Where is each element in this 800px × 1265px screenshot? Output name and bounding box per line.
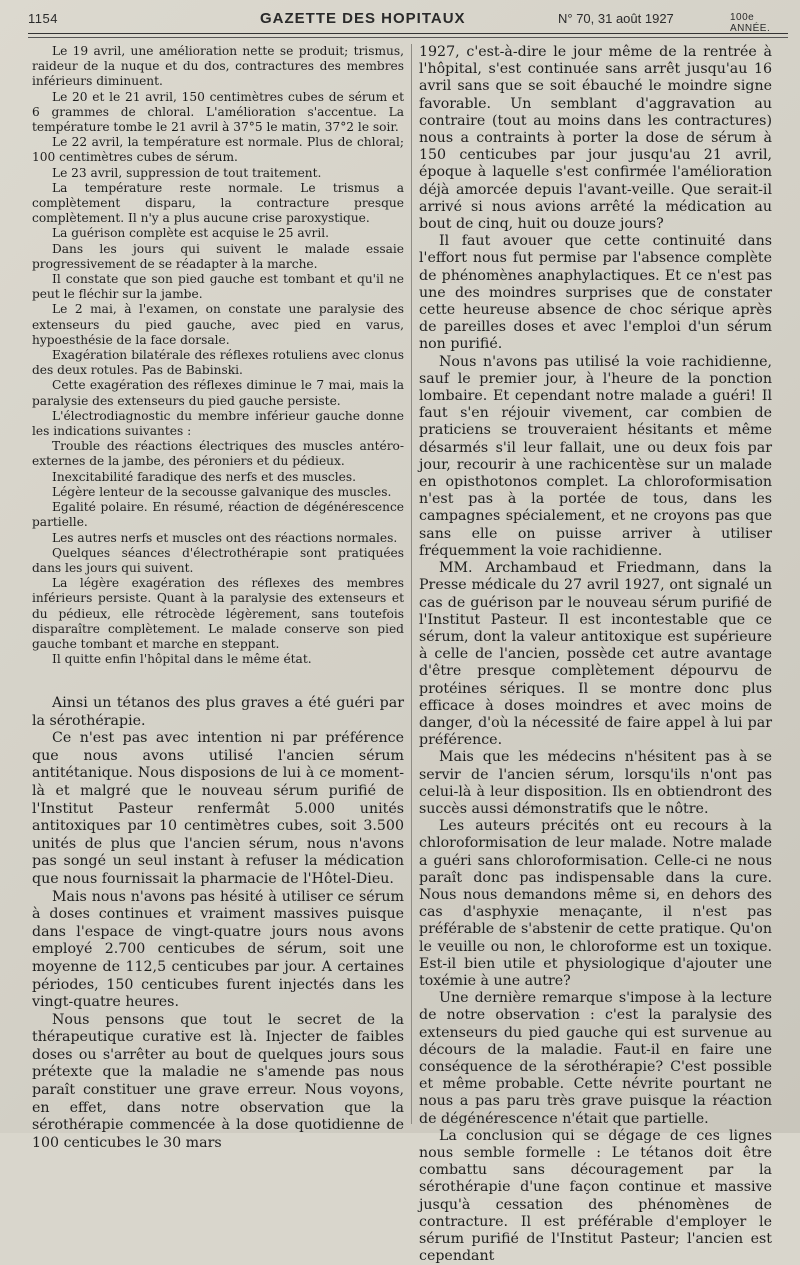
case-paragraph: Quelques séances d'électrothérapie sont pratiquées dans les jours qui suivent. [32, 545, 404, 575]
case-paragraph: Le 23 avril, suppression de tout traitement. [52, 165, 322, 180]
running-header [28, 10, 780, 34]
case-paragraph: Le 2 mai, à l'examen, on constate une paralysie des extenseurs du pied gauche, avec pied en varus, hypoesthésie de la face dorsale. [32, 302, 404, 347]
case-paragraph: Dans les jours qui suivent le malade essaie progressivement de se réadapter à la marche. [32, 241, 404, 271]
case-paragraph: Il constate que son pied gauche est tombant et qu'il ne peut le fléchir sur la jambe. [32, 272, 404, 302]
case-paragraph: Trouble des réactions électriques des muscles antéro-externes de la jambe, des péroniers et du pédieux. [32, 439, 404, 469]
discussion-paragraph: Une dernière remarque s'impose à la lecture de notre observation : c'est la paralysie des extenseurs du pied gauche qui est survenue au décours de la maladie. Faut-il en faire une conséquence de la sérothérapie? C'est possible et même probable. Cette névrite pourtant ne nous a pas paru très grave puisque la réaction de dégénérescence n'était que partielle. [419, 990, 772, 1127]
discussion-paragraph: Nous pensons que tout le secret de la thérapeutique curative est là. Injecter de faibles doses ou s'arrêter au bout de quelques jours sous prétexte que la maladie ne s'amende pas nous paraît constituer une grave erreur. Nous voyons, en effet, dans notre observation que la sérothérapie commencée à la dose quotidienne de 100 centicubes le 30 mars [32, 1011, 404, 1151]
discussion-paragraph: Ce n'est pas avec intention ni par préférence que nous avons utilisé l'ancien sérum antitétanique. Nous disposions de lui à ce moment-là et malgré que le nouveau sérum purifié de l'Institut Pasteur renfermât 5.000 unités antitoxiques par 10 centimètres cubes, soit 3.500 unités de plus que l'ancien sérum, nous n'avons pas songé un seul instant à refuser la médication que nous fournissait la pharmacie de l'Hôtel-Dieu. [32, 730, 404, 887]
case-paragraph: L'électrodiagnostic du membre inférieur gauche donne les indications suivantes : [32, 408, 404, 439]
case-paragraph: Exagération bilatérale des réflexes rotuliens avec clonus des deux rotules. Pas de Babinski. [32, 348, 404, 378]
discussion-paragraph: 1927, c'est-à-dire le jour même de la rentrée à l'hôpital, s'est continuée sans arrêt jusqu'au 16 avril sans que se soit ébauché le moindre signe favorable. Un semblant d'aggravation au contraire (tout au moins dans les contractures) nous a contraints à porter la dose de sérum à 150 centicubes par jour jusqu'au 21 avril, époque à laquelle s'est confirmée l'amélioration déjà amorcée depuis l'avant-veille. Que serait-il arrivé si nous avions arrêté la médication au bout de cinq, huit ou douze jours? [419, 44, 772, 233]
case-paragraph: Il quitte enfin l'hôpital dans le même état. [52, 652, 312, 667]
case-paragraph: Egalité polaire. En résumé, réaction de dégénérescence partielle. [32, 500, 404, 530]
case-paragraph: Le 20 et le 21 avril, 150 centimètres cubes de sérum et 6 grammes de chloral. L'amélioration s'accentue. La température tombe le 21 avril à 37°5 le matin, 37°2 le soir. [32, 89, 404, 135]
volume-year: 100e ANNÉE. [730, 12, 771, 34]
case-paragraph: Cette exagération des réflexes diminue le 7 mai, mais la paralysie des extenseurs du pied gauche persiste. [32, 378, 404, 408]
discussion-paragraph: Nous n'avons pas utilisé la voie rachidienne, sauf le premier jour, à l'heure de la ponction lombaire. Et cependant notre malade a guéri! Il faut s'en réjouir vivement, car combien de praticiens se trouveraient hésitants et même désarmés s'il leur fallait, une ou deux fois par jour, recourir à une rachicentèse sur un malade en opisthotonos complet. La chloroformisation n'est pas à la portée de tous, dans les campagnes spécialement, et ne croyons pas que sans elle on puisse arriver à utiliser fréquemment la voie rachidienne. [419, 353, 772, 559]
case-paragraph: Inexcitabilité faradique des nerfs et des muscles. [52, 469, 356, 484]
case-paragraph: La guérison complète est acquise le 25 avril. [52, 226, 329, 241]
journal-title: GAZETTE DES HOPITAUX [260, 10, 466, 27]
case-paragraph: Le 19 avril, une amélioration nette se produit; trismus, raideur de la nuque et du dos, contractures des membres inférieurs diminuent. [32, 44, 404, 89]
discussion-paragraph: Ainsi un tétanos des plus graves a été guéri par la sérothérapie. [32, 695, 404, 729]
header-rule [28, 33, 788, 34]
case-paragraph: La température reste normale. Le trismus a complètement disparu, la contracture presque complètement. Il n'y a plus aucune crise paroxystique. [32, 180, 404, 226]
discussion-paragraph: Mais que les médecins n'hésitent pas à se servir de l'ancien sérum, lorsqu'ils n'ont pas celui-là à leur disposition. Ils en obtiendront des succès aussi démonstratifs que le nôtre. [419, 749, 772, 817]
column-divider [411, 44, 412, 1124]
case-paragraph: La légère exagération des réflexes des membres inférieurs persiste. Quant à la paralysie des extenseurs et du pédieux, elle rétrocède légèrement, sans toutefois disparaître complètement. Le malade conserve son pied gauche tombant et marche en steppant. [32, 576, 404, 651]
discussion-paragraph: MM. Archambaud et Friedmann, dans la Presse médicale du 27 avril 1927, ont signalé un cas de guérison par le nouveau sérum purifié de l'Institut Pasteur. Il est incontestable que ce sérum, dont la valeur antitoxique est supérieure à celle de l'ancien, possède cet autre avantage d'être presque complètement dépourvu de protéines sériques. Il se montre donc plus efficace à doses moindres et avec moins de danger, d'où la nécessité de faire appel à lui par préférence. [419, 560, 772, 749]
discussion-paragraph: La conclusion qui se dégage de ces lignes nous semble formelle : Le tétanos doit être combattu sans découragement par la sérothérapie d'une façon continue et massive jusqu'à cessation des phénomènes de contracture. Il est préférable d'employer le sérum purifié de l'Institut Pasteur; l'ancien est cependant [419, 1127, 772, 1265]
case-paragraph: Le 22 avril, la température est normale. Plus de chloral; 100 centimètres cubes de sérum. [32, 135, 404, 165]
discussion-paragraph: Il faut avouer que cette continuité dans l'effort nous fut permise par l'absence complète de phénomènes anaphylactiques. Et ce n'est pas une des moindres surprises que de constater cette heureuse absence de choc sérique après de pareilles doses et avec l'emploi d'un sérum non purifié. [419, 233, 772, 353]
discussion-paragraph: Les auteurs précités ont eu recours à la chloroformisation de leur malade. Notre malade a guéri sans chloroformisation. Celle-ci ne nous paraît donc pas indispensable dans la cure. Nous nous demandons même si, en dehors des cas d'asphyxie menaçante, il n'est pas préférable de s'abstenir de cette pratique. Qu'on le veuille ou non, le chloroforme est un toxique. Est-il bien utile et physiologique d'ajouter une toxémie à une autre? [419, 818, 772, 989]
discussion-column-right [419, 44, 772, 1265]
page-number: 1154 [28, 11, 58, 26]
header-rule-thin [28, 37, 788, 38]
discussion-paragraph: Mais nous n'avons pas hésité à utiliser ce sérum à doses continues et vraiment massives puisque dans l'espace de vingt-quatre jours nous avons employé 2.700 centicubes de sérum, soit une moyenne de 112,5 centicubes par jour. A certaines périodes, 150 centicubes furent injectés dans les vingt-quatre heures. [32, 888, 404, 1011]
case-paragraph: Légère lenteur de la secousse galvanique des muscles. [52, 484, 392, 499]
issue-number: N° 70, 31 août 1927 [558, 11, 674, 26]
discussion-column-left [32, 695, 404, 1152]
case-report-column [32, 44, 404, 667]
case-paragraph: Les autres nerfs et muscles ont des réactions normales. [52, 530, 398, 545]
